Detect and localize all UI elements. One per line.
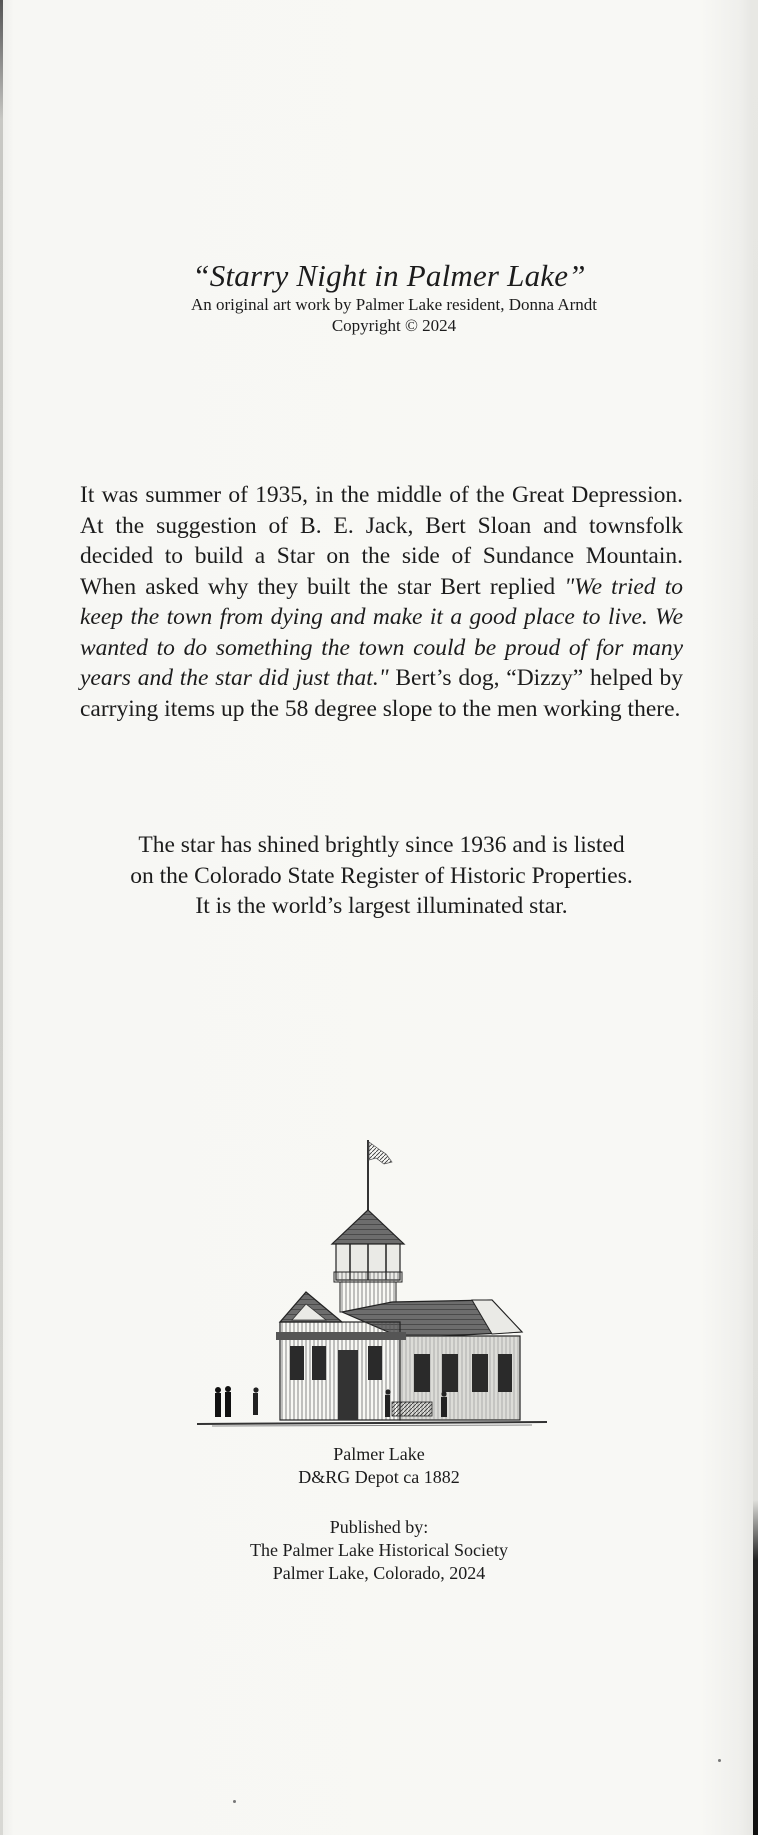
caption-line-1: Palmer Lake bbox=[333, 1444, 425, 1464]
illustration-caption bbox=[0, 1443, 758, 1489]
publisher-block bbox=[0, 1516, 758, 1585]
artwork-title: “Starry Night in Palmer Lake” bbox=[192, 258, 586, 293]
caption-line-2: D&RG Depot ca 1882 bbox=[298, 1467, 460, 1487]
title-block bbox=[0, 258, 758, 336]
story-text-end: Bert’s dog, “Dizzy” helped by carrying items up the 58 degree slope to the men working there. bbox=[80, 665, 683, 722]
depot-illustration-icon bbox=[192, 1132, 552, 1442]
publisher-location: Palmer Lake, Colorado, 2024 bbox=[272, 1563, 486, 1583]
publisher-name: The Palmer Lake Historical Society bbox=[250, 1540, 508, 1560]
paper-speck bbox=[233, 1800, 236, 1803]
story-text-start: It was summer of 1935, in the middle of the Great Depression. At the suggestion of B. E. Jack, Bert Sloan and townsfolk decided to build a Star on the side of Sundance Mountain. When asked why they built the star Bert replied bbox=[80, 482, 683, 600]
note-line-2: on the Colorado State Register of Historic Properties. bbox=[130, 862, 633, 889]
bert-quote: "We tried to keep the town from dying and make it a good place to live. We wanted to do something the town could be proud of for many years and the star did just that." bbox=[80, 573, 683, 691]
artwork-credit: An original art work by Palmer Lake resident, Donna Arndt bbox=[190, 295, 597, 314]
copyright-line: Copyright © 2024 bbox=[331, 316, 457, 335]
story-paragraph bbox=[80, 480, 683, 724]
star-history-note bbox=[60, 830, 703, 922]
paper-speck bbox=[718, 1759, 721, 1762]
note-line-1: The star has shined brightly since 1936 and is listed bbox=[138, 832, 625, 858]
publisher-label: Published by: bbox=[329, 1517, 429, 1537]
note-line-3: It is the world’s largest illuminated star. bbox=[195, 893, 568, 919]
